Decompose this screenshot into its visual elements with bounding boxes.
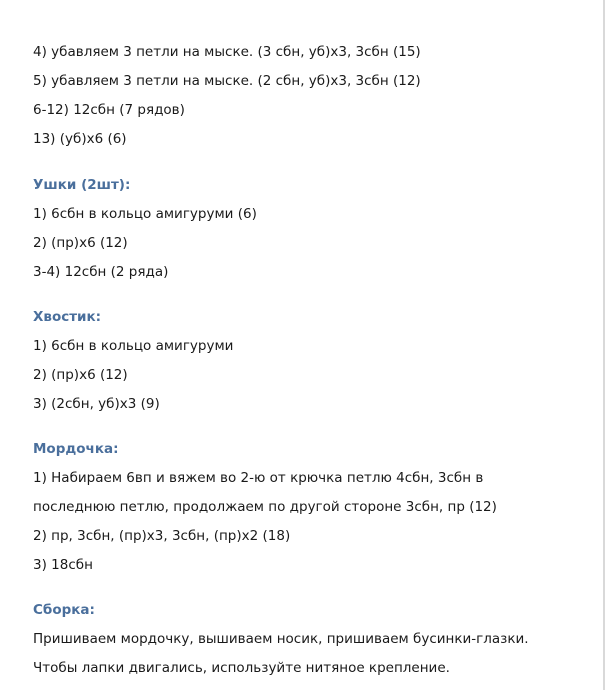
- section-heading-assembly: Сборка:: [33, 602, 95, 618]
- instruction-row: 13) (уб)х6 (6): [33, 131, 127, 147]
- instruction-row: 2) (пр)х6 (12): [33, 367, 128, 383]
- instruction-row: Чтобы лапки двигались, используйте нитяное крепление.: [33, 660, 450, 676]
- instruction-row: 3) (2сбн, уб)х3 (9): [33, 396, 160, 412]
- instruction-row: 2) (пр)х6 (12): [33, 235, 128, 251]
- section-heading-ears: Ушки (2шт):: [33, 177, 131, 193]
- instruction-row: 3) 18сбн: [33, 557, 93, 573]
- section-heading-muzzle: Мордочка:: [33, 441, 119, 457]
- section-ears: [33, 171, 593, 287]
- instruction-row: 1) Набираем 6вп и вяжем во 2-ю от крючка петлю 4сбн, 3сбн в: [33, 470, 484, 486]
- instruction-row: последнюю петлю, продолжаем по другой стороне 3сбн, пр (12): [33, 499, 497, 515]
- instruction-row: 4) убавляем 3 петли на мыске. (3 сбн, уб)х3, 3сбн (15): [33, 44, 421, 60]
- section-tail: [33, 303, 593, 419]
- instruction-row: 1) 6сбн в кольцо амигуруми (6): [33, 206, 257, 222]
- instruction-row: 1) 6сбн в кольцо амигуруми: [33, 338, 234, 354]
- article-body: [33, 38, 593, 699]
- instruction-row: 5) убавляем 3 петли на мыске. (2 сбн, уб)х3, 3сбн (12): [33, 73, 421, 89]
- instruction-row: Пришиваем мордочку, вышиваем носик, пришиваем бусинки-глазки.: [33, 631, 529, 647]
- instruction-row: 3-4) 12сбн (2 ряда): [33, 264, 169, 280]
- section-assembly: [33, 596, 593, 683]
- section-heading-tail: Хвостик:: [33, 309, 102, 325]
- section-body-decreases: [33, 38, 593, 154]
- instruction-row: 2) пр, 3сбн, (пр)х3, 3сбн, (пр)х2 (18): [33, 528, 291, 544]
- instruction-row: 6-12) 12сбн (7 рядов): [33, 102, 185, 118]
- section-muzzle: [33, 435, 593, 580]
